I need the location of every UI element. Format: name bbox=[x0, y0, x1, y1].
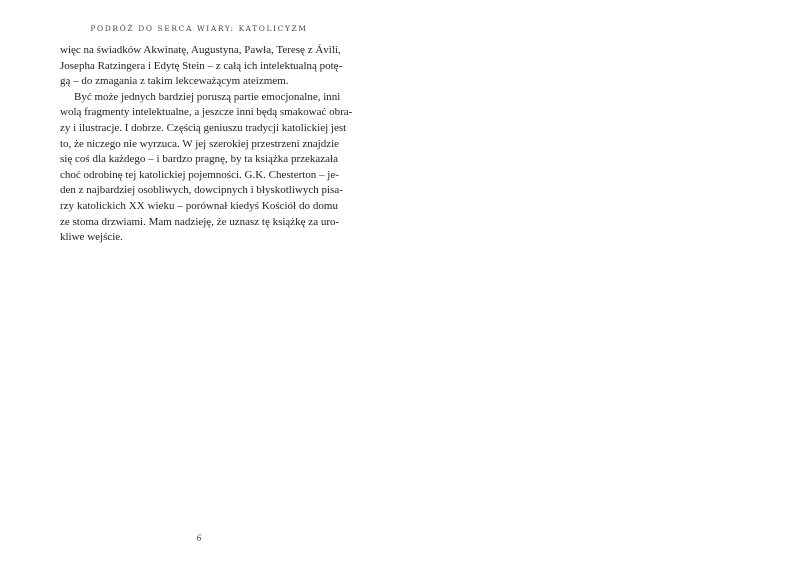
text-line: to, że niczego nie wyrzuca. W jej szerokiej przestrzeni znajdzie bbox=[60, 137, 340, 150]
text-line: kliwe wejście. bbox=[60, 231, 123, 244]
text-line: wolą fragmenty intelektualne, a jeszcze inni będą smakować obra- bbox=[60, 106, 353, 119]
text-line: ze stoma drzwiami. Mam nadzieję, że uznasz tę książkę za uro- bbox=[60, 215, 340, 228]
text-line: gą – do zmagania z takim lekceważącym ateizmem. bbox=[60, 75, 289, 88]
text-line: zy i ilustracje. I dobrze. Częścią geniuszu tradycji katolickiej jest bbox=[60, 121, 347, 134]
text-line: rzy katolickich XX wieku – porównał kiedyś Kościół do domu bbox=[60, 199, 338, 212]
text-line: więc na świadków Akwinatę, Augustyna, Pawła, Teresę z Ávili, bbox=[60, 44, 341, 56]
page-number: 6 bbox=[196, 533, 202, 543]
text-line: Być może jednych bardziej poruszą partie emocjonalne, inni bbox=[74, 90, 341, 103]
running-head: PODRÓŻ DO SERCA WIARY: KATOLICYZM bbox=[90, 24, 308, 33]
text-line: się coś dla każdego – i bardzo pragnę, by ta książka przekazała bbox=[60, 153, 338, 166]
text-line: Josepha Ratzingera i Edytę Stein – z całą ich intelektualną potę- bbox=[60, 59, 343, 72]
text-line: choć odrobinę tej katolickiej pojemności. G.K. Chesterton – je- bbox=[60, 168, 339, 181]
body-text bbox=[60, 43, 353, 246]
text-line: den z najbardziej osobliwych, dowcipnych i błyskotliwych pisa- bbox=[60, 184, 343, 197]
